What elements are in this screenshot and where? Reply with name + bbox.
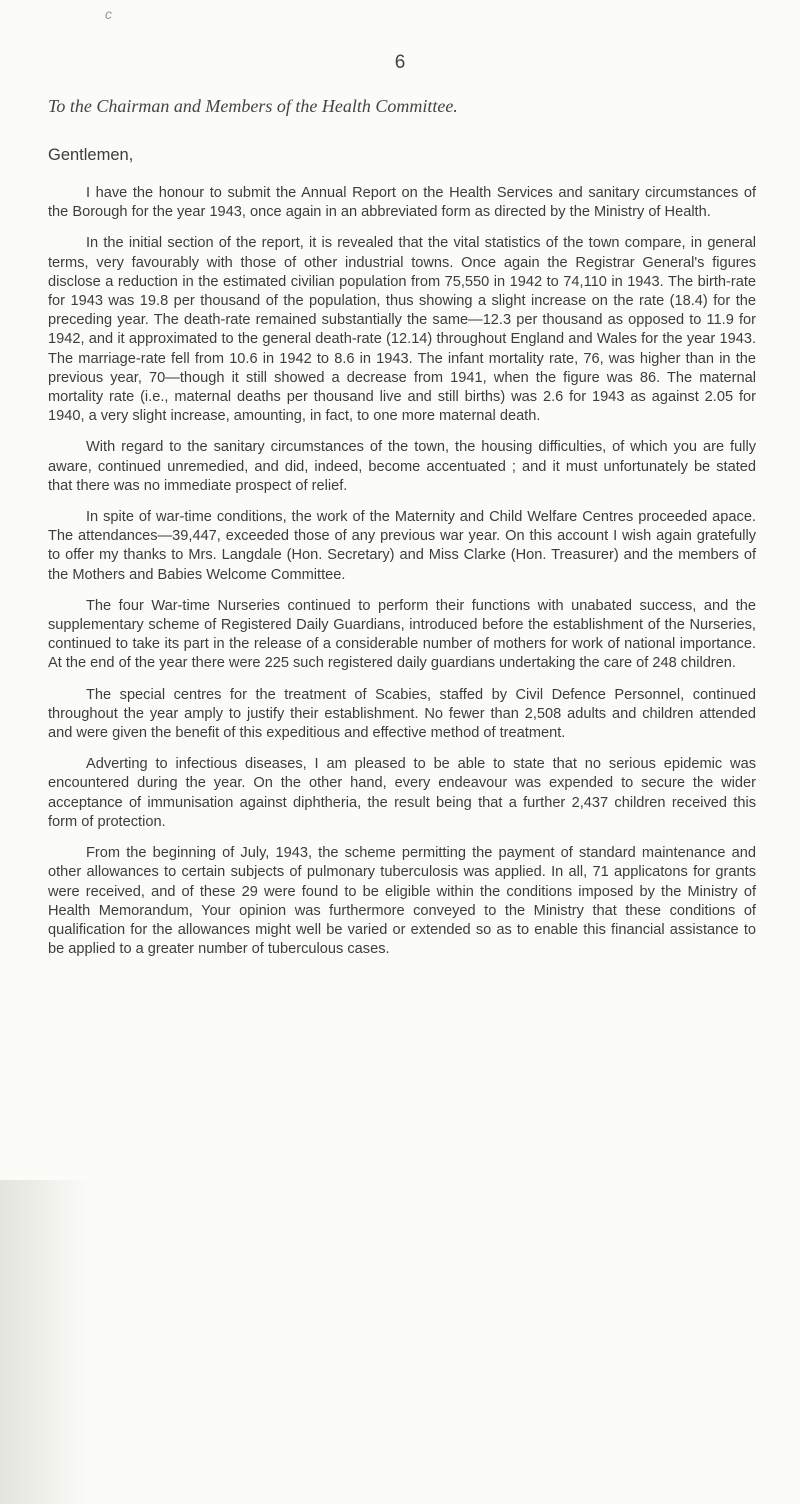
paragraph-maternity-welfare: In spite of war-time conditions, the work of the Maternity and Child Welfare Centres proceeded apace. The attendances—39,447, exceeded those of any previous war year. On this account I wish again gratefully to offer my thanks to Mrs. Langdale (Hon. Secretary) and Miss Clarke (Hon. Treasurer) and the members of the Mothers and Babies Welcome Committee. xyxy=(48,509,756,583)
page-number: 6 xyxy=(394,52,406,73)
paragraph-vital-statistics: In the initial section of the report, it is revealed that the vital statistics of the town compare, in general terms, very favourably with those of other industrial towns. Once again the Registrar General's figures disclose a reduction in the estimated civilian population from 75,550 in 1942 to 74,110 in 1943. The birth-rate for 1943 was 19.8 per thousand of the population, thus showing a slight increase on the rate (18.4) for the preceding year. The death-rate remained substantially the same—12.3 per thousand as opposed to 11.9 for 1942, and it approximated to the general death-rate (12.14) throughout England and Wales for the year 1943. The marriage-rate fell from 10.6 in 1942 to 8.6 in 1943. The infant mortality rate, 76, was higher than in the previous year, 70—though it still showed a decrease from 1941, when the figure was 86. The maternal mortality rate (i.e., maternal deaths per thousand live and still births) was 2.6 for 1943 as against 2.05 for 1940, a very slight increase, amounting, in fact, to one more maternal death. xyxy=(48,235,756,425)
paragraph-infectious-diseases: Adverting to infectious diseases, I am pleased to be able to state that no serious epidemic was encountered during the year. On the other hand, every endeavour was expended to secure the wider acceptance of immunisation against diphtheria, the result being that a further 2,437 children received this form of protection. xyxy=(48,756,756,830)
paragraph-sanitary-circumstances: With regard to the sanitary circumstances of the town, the housing difficulties, of which you are fully aware, continued unremedied, and did, indeed, become accentuated ; and it must unfortunately be stated that there was no immediate prospect of relief. xyxy=(48,439,756,494)
paragraph-introduction: I have the honour to submit the Annual Report on the Health Services and sanitary circumstances of the Borough for the year 1943, once again in an abbreviated form as directed by the Ministry of Health. xyxy=(48,185,756,221)
scan-shading xyxy=(0,1180,90,1504)
report-body xyxy=(48,184,756,971)
address-line: To the Chairman and Members of the Health Committee. xyxy=(48,96,458,116)
paragraph-war-time-nurseries: The four War-time Nurseries continued to perform their functions with unabated success, and the supplementary scheme of Registered Daily Guardians, introduced before the establishment of the Nurseries, continued to take its part in the release of a considerable number of mothers for work of national importance. At the end of the year there were 225 such registered daily guardians undertaking the care of 248 children. xyxy=(48,597,756,672)
paragraph-scabies-centres: The special centres for the treatment of Scabies, staffed by Civil Defence Personnel, continued throughout the year amply to justify their establishment. No fewer than 2,508 adults and children attended and were given the benefit of this expeditious and effective method of treatment. xyxy=(48,686,756,742)
stray-mark: c xyxy=(105,6,112,22)
paragraph-tuberculosis-allowances: From the beginning of July, 1943, the scheme permitting the payment of standard maintenance and other allowances to certain subjects of pulmonary tuberculosis was applied. In all, 71 applicatons for grants were received, and of these 29 were found to be eligible within the conditions imposed by the Ministry of Health Memorandum, Your opinion was furthermore conveyed to the Ministry that these conditions of qualification for the allowances might well be varied or extended so as to enable this financial assistance to be applied to a greater number of tuberculous cases. xyxy=(48,845,756,958)
salutation: Gentlemen, xyxy=(48,146,134,164)
